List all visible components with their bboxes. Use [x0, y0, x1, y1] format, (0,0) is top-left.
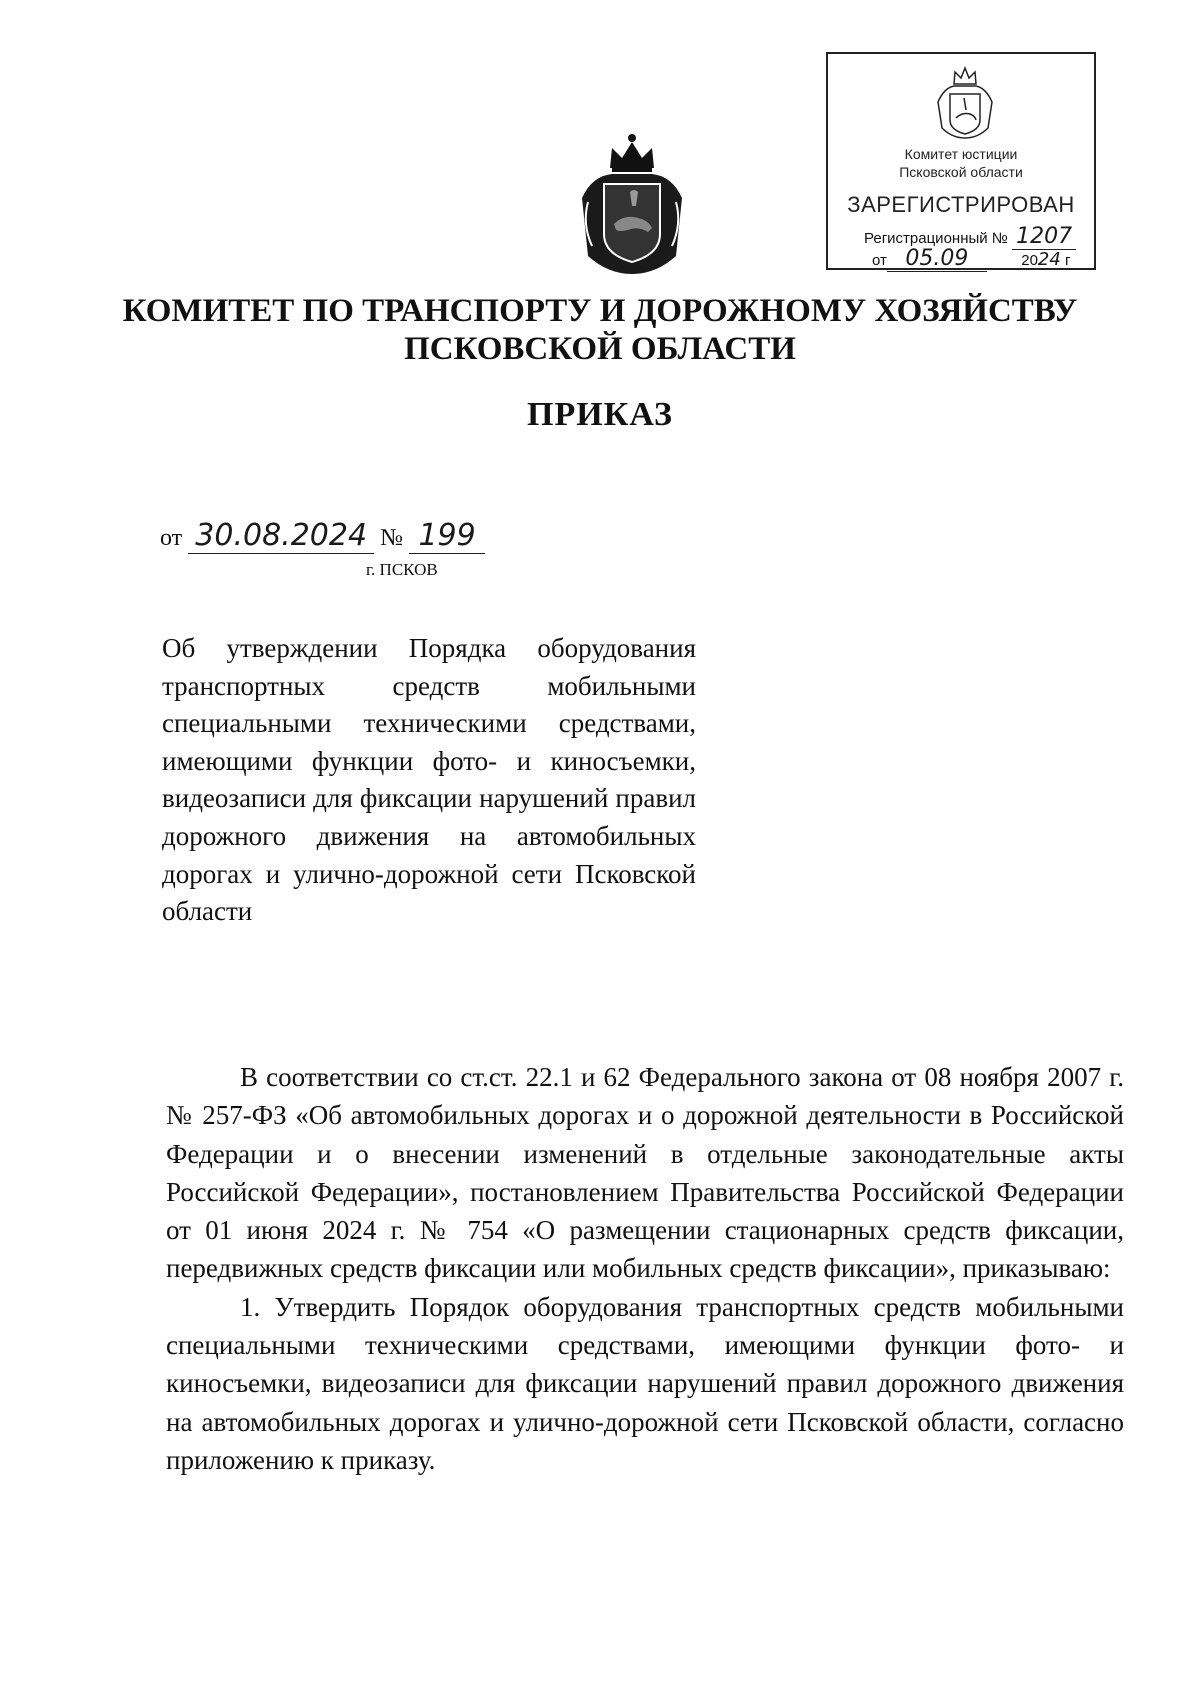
order-number: 199	[409, 518, 485, 554]
order-body	[166, 1058, 1124, 1479]
stamp-coat-of-arms-icon	[930, 62, 1000, 142]
doc-type: ПРИКАЗ	[527, 396, 673, 433]
order-city: г. ПСКОВ	[366, 560, 438, 579]
coat-of-arms-icon	[572, 128, 692, 278]
stamp-status: ЗАРЕГИСТРИРОВАН	[847, 192, 1075, 217]
order-number-prefix: №	[380, 525, 404, 551]
stamp-date-year-prefix: 20	[1021, 252, 1038, 269]
order-date-number	[160, 518, 485, 554]
stamp-org-line-2: Псковской области	[899, 164, 1023, 180]
org-title-line-1: КОМИТЕТ ПО ТРАНСПОРТУ И ДОРОЖНОМУ ХОЗЯЙСТВУ	[122, 293, 1078, 329]
stamp-reg-number: 1207	[1012, 224, 1076, 250]
stamp-date	[872, 246, 1070, 272]
stamp-date-gap	[991, 252, 1017, 270]
order-preamble: В соответствии со ст.ст. 22.1 и 62 Федерального закона от 08 ноября 2007 г. № 257-ФЗ «Об автомобильных дорогах и о дорожной деятельности в Российской Федерации и о внесении изменений в отдельные законодательные акты Российской Федерации», постановлением Правительства Российской Федерации от 01 июня 2024 г. № 754 «О размещении стационарных средств фиксации, передвижных средств фиксации или мобильных средств фиксации», приказываю:	[166, 1062, 1124, 1284]
stamp-date-suffix: г	[1065, 252, 1071, 269]
stamp-date-day-month: 05.09	[887, 246, 987, 272]
stamp-date-prefix: от	[872, 252, 887, 269]
order-item-1: 1. Утвердить Порядок оборудования транспортных средств мобильными специальными техническими средствами, имеющими функции фото- и киносъемки, видеозаписи для фиксации нарушений правил дорожного движения на автомобильных дорогах и улично-дорожной сети Псковской области, согласно приложению к приказу.	[166, 1291, 1124, 1475]
stamp-date-year-suffix: 24	[1037, 249, 1061, 270]
stamp-org-line-1: Комитет юстиции	[904, 146, 1018, 162]
stamp-reg-label: Регистрационный №	[864, 230, 1008, 247]
order-subject: Об утверждении Порядка оборудования транспортных средств мобильными специальными техническими средствами, имеющими функции фото- и киносъемки, видеозаписи для фиксации нарушений правил дорожного движения на автомобильных дорогах и улично-дорожной сети Псковской области	[162, 633, 696, 927]
org-title-line-2: ПСКОВСКОЙ ОБЛАСТИ	[404, 331, 796, 367]
org-title	[100, 292, 1100, 368]
registration-stamp	[826, 52, 1096, 270]
order-date-prefix: от	[160, 525, 183, 551]
order-date: 30.08.2024	[188, 518, 374, 554]
